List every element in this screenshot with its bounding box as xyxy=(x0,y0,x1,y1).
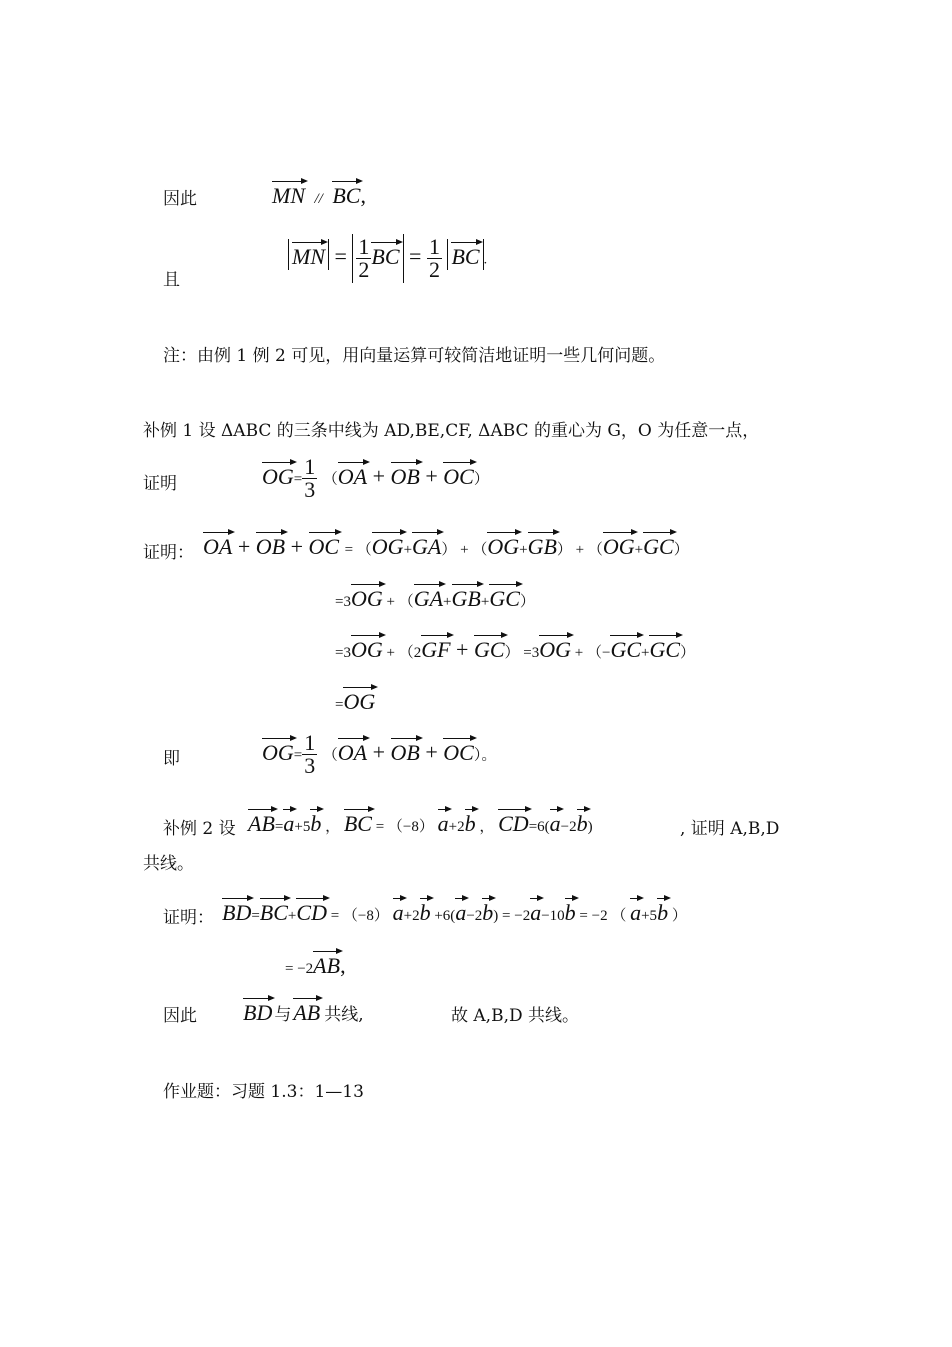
example-2-prefix: 补例 2 设 xyxy=(163,819,236,839)
example-2-suffix: , 证明 A,B,D xyxy=(680,819,780,839)
proof-1-line-4: =OG xyxy=(335,686,375,713)
proof-1-line-3: =3OG + （2GF + GC） =3OG + （−GC+GC） xyxy=(335,634,695,661)
note-text: 注：由例 1 例 2 可见，用向量运算可较简洁地证明一些几何问题。 xyxy=(163,346,666,366)
example-2-conclusion: BD 与AB 共线, xyxy=(243,997,364,1024)
fraction-third: $\frac{1}{3}$ xyxy=(304,454,316,502)
proof-1-line-2: =3OG + （GA+GB+GC） xyxy=(335,583,535,610)
abs-mn xyxy=(288,239,329,270)
example-2-given: AB=a+5b ， BC = （−8） a+2b ， CD=6(a−2b) xyxy=(248,808,593,835)
abs-half-bc xyxy=(352,234,403,283)
example-2-final: 故 A,B,D 共线。 xyxy=(451,1006,580,1026)
proof-2-line-1: BD=BC+CD = （−8） a+2b +6(a−2b) = −2a−10b = −2 （ a+5b ） xyxy=(222,897,687,924)
line-1-label: 因此 xyxy=(163,189,197,209)
example-2-proof-label: 证明： xyxy=(163,908,214,928)
parallel-symbol: // xyxy=(314,191,323,207)
fraction-half: $\frac{1}{2}$ xyxy=(358,234,370,282)
example-1-proof-label: 证明： xyxy=(143,543,194,563)
vec-bc: BC xyxy=(332,180,360,207)
example-1-conclusion: OG= $\frac{1}{3}$ （OA + OB + OC）。 xyxy=(262,730,497,778)
comma: , xyxy=(360,183,366,208)
vec-bc: BC xyxy=(371,241,399,268)
example-1-title: 补例 1 设 ΔABC 的三条中线为 AD,BE,CF, ΔABC 的重心为 G，O 为任意一点， xyxy=(143,421,760,441)
example-1-prove-label: 证明 xyxy=(143,474,177,494)
fraction-half: $\frac{1}{2}$ xyxy=(428,234,440,282)
fraction-third: $\frac{1}{3}$ xyxy=(304,730,316,778)
homework: 作业题：习题 1.3：1—13 xyxy=(163,1082,364,1102)
vec-mn: MN xyxy=(272,180,305,207)
abs-bc xyxy=(447,239,483,270)
example-1-conclusion-label: 即 xyxy=(163,749,180,769)
line-1-formula xyxy=(272,180,366,207)
proof-1-line-1: OA + OB + OC = （OG+GA） + （OG+GB） + （OG+GC） xyxy=(203,531,689,558)
vec-mn: MN xyxy=(292,241,325,268)
line-2-formula: MN = $\frac{1}{2}$ BC = $\frac{1}{2}$ BC . xyxy=(288,234,487,283)
line-2-label: 且 xyxy=(163,270,180,290)
proof-2-line-2: = −2AB, xyxy=(285,950,346,977)
example-2-line-2: 共线。 xyxy=(143,854,194,874)
example-1-claim: OG= $\frac{1}{3}$ （OA + OB + OC） xyxy=(262,454,489,502)
vec-bc: BC xyxy=(451,241,479,268)
example-2-conclusion-label: 因此 xyxy=(163,1006,197,1026)
